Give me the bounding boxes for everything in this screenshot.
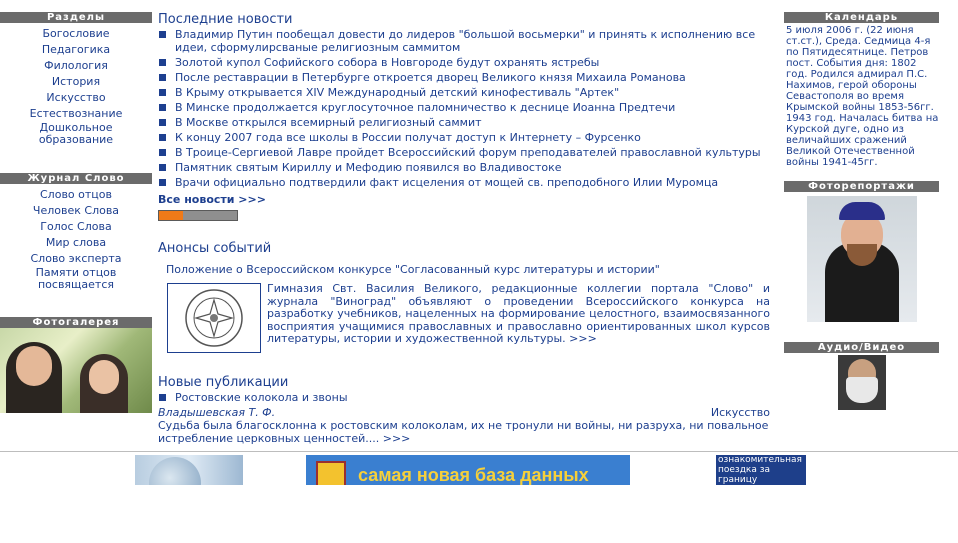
banner-left[interactable] bbox=[135, 455, 243, 485]
publication-meta bbox=[158, 406, 770, 419]
news-link[interactable]: Памятник святым Кириллу и Мефодию появился во Владивостоке bbox=[175, 161, 562, 174]
news-list bbox=[158, 28, 770, 189]
main-column bbox=[158, 12, 770, 445]
rss-icon bbox=[159, 211, 183, 220]
news-link[interactable]: В Минске продолжается круглосуточное паломничество к деснице Иоанна Предтечи bbox=[175, 101, 676, 114]
audio-video-image[interactable] bbox=[838, 355, 886, 410]
publications-list bbox=[158, 391, 770, 404]
sections-nav bbox=[0, 26, 152, 146]
sections-header: Разделы bbox=[0, 12, 152, 23]
seal-icon bbox=[172, 287, 256, 349]
publication-more-link[interactable]: >>> bbox=[382, 432, 411, 445]
news-link[interactable]: После реставрации в Петербурге откроется дворец Великого князя Михаила Романова bbox=[175, 71, 686, 84]
news-item[interactable] bbox=[158, 131, 770, 144]
audio-video-header: Аудио/Видео bbox=[784, 342, 939, 353]
news-link[interactable]: К концу 2007 года все школы в России получат доступ к Интернету – Фурсенко bbox=[175, 131, 641, 144]
banner-database[interactable] bbox=[306, 455, 630, 485]
news-item[interactable] bbox=[158, 116, 770, 129]
journal-link-world-of-word[interactable]: Мир слова bbox=[45, 236, 107, 249]
coat-of-arms-icon bbox=[316, 461, 346, 485]
news-item[interactable] bbox=[158, 146, 770, 159]
calendar-text: 5 июля 2006 г. (22 июня ст.ст.), Среда. Седмица 4-я по Пятидесятнице. Петров пост. События дня: 1802 год. Родился адмирал П.С. Нахимов, герой обороны Севастополя во время Крымской войны 1853-56гг. 1943 год. Началась битва на Курской дуге, одно из величайших сражений Великой Отечественной войны 1941-45гг. bbox=[786, 25, 939, 168]
gymnasium-seal-image[interactable] bbox=[167, 283, 261, 353]
announcement-more-link[interactable]: >>> bbox=[569, 332, 597, 345]
calendar-header: Календарь bbox=[784, 12, 939, 23]
news-item[interactable] bbox=[158, 176, 770, 189]
all-news-link[interactable]: Все новости >>> bbox=[158, 193, 266, 206]
news-link[interactable]: В Крыму открывается XIV Международный детский кинофестиваль "Артек" bbox=[175, 86, 620, 99]
journal-link-expert-word[interactable]: Слово эксперта bbox=[30, 252, 122, 265]
banner-database-text: самая новая база данных bbox=[358, 465, 589, 485]
nav-link-history[interactable]: История bbox=[51, 75, 101, 88]
publication-category[interactable]: Искусство bbox=[710, 406, 770, 419]
photo-report-image[interactable] bbox=[807, 196, 917, 322]
left-column bbox=[0, 12, 152, 413]
nav-link-philology[interactable]: Филология bbox=[44, 59, 108, 72]
gallery-header: Фотогалерея bbox=[0, 317, 152, 328]
gallery-photo[interactable] bbox=[0, 328, 152, 413]
rss-button[interactable] bbox=[158, 210, 238, 221]
publication-author: Владышевская Т. Ф. bbox=[158, 406, 276, 419]
nav-link-natural-science[interactable]: Естествознание bbox=[29, 107, 123, 120]
news-item[interactable] bbox=[158, 161, 770, 174]
news-link[interactable]: Владимир Путин пообещал довести до лидеров "большой восьмерки" и принять к исполнению все идеи, сформулирсваные религиозным саммитом bbox=[175, 28, 756, 54]
banner-travel-text: ознакомительная поездка за границу bbox=[718, 455, 802, 485]
news-item[interactable] bbox=[158, 56, 770, 69]
journal-nav bbox=[0, 187, 152, 291]
journal-link-man-of-word[interactable]: Человек Слова bbox=[32, 204, 120, 217]
journal-link-memory-fathers[interactable]: Памяти отцов посвящается bbox=[35, 266, 117, 291]
journal-link-voice-of-word[interactable]: Голос Слова bbox=[40, 220, 112, 233]
nav-link-preschool[interactable]: Дошкольное образование bbox=[38, 121, 114, 146]
news-item[interactable] bbox=[158, 86, 770, 99]
announcement-text: Гимназия Свт. Василия Великого, редакционные коллегии портала "Слово" и журнала "Виноград" объявляют о проведении Всероссийского конкурса на разработку учебников, нацеленных на формирование целостного, взаимосвязанного восприятия учащимися православных и православно ориентированных школ курсов литературы, истории и художественной культуры. >>> bbox=[267, 282, 770, 345]
publication-link[interactable]: Ростовские колокола и звоны bbox=[175, 391, 348, 404]
news-title: Последние новости bbox=[158, 12, 293, 27]
news-link[interactable]: В Троице-Сергиевой Лавре пройдет Всероссийский форум преподавателей православной культуры bbox=[175, 146, 761, 159]
publication-text: Судьба была благосклонна к ростовским колоколам, их не тронули ни войны, ни разруха, ни повальное истребление церковных ценностей.... >>> bbox=[158, 419, 769, 445]
footer-divider bbox=[0, 451, 958, 452]
publication-item[interactable] bbox=[158, 391, 770, 404]
journal-header: Журнал Слово bbox=[0, 173, 152, 184]
nav-link-art[interactable]: Искусство bbox=[46, 91, 106, 104]
journal-link-fathers-word[interactable]: Слово отцов bbox=[40, 188, 112, 201]
photo-report-header: Фоторепортажи bbox=[784, 181, 939, 192]
news-item[interactable] bbox=[158, 71, 770, 84]
news-link[interactable]: Врачи официально подтвердили факт исцеления от мощей св. преподобного Илии Муромца bbox=[175, 176, 719, 189]
announcements-title: Анонсы событий bbox=[158, 241, 272, 256]
announcement-block bbox=[158, 283, 770, 353]
news-item[interactable] bbox=[158, 28, 770, 54]
nav-link-theology[interactable]: Богословие bbox=[42, 27, 110, 40]
banner-travel[interactable] bbox=[716, 455, 806, 485]
publications-title: Новые публикации bbox=[158, 375, 289, 390]
nav-link-pedagogy[interactable]: Педагогика bbox=[41, 43, 111, 56]
announcement-link[interactable]: Положение о Всероссийском конкурсе "Согласованный курс литературы и истории" bbox=[166, 263, 660, 276]
right-column bbox=[784, 12, 939, 410]
news-link[interactable]: В Москве открылся всемирный религиозный саммит bbox=[175, 116, 482, 129]
news-link[interactable]: Золотой купол Софийского собора в Новгороде будут охранять ястребы bbox=[175, 56, 600, 69]
news-item[interactable] bbox=[158, 101, 770, 114]
